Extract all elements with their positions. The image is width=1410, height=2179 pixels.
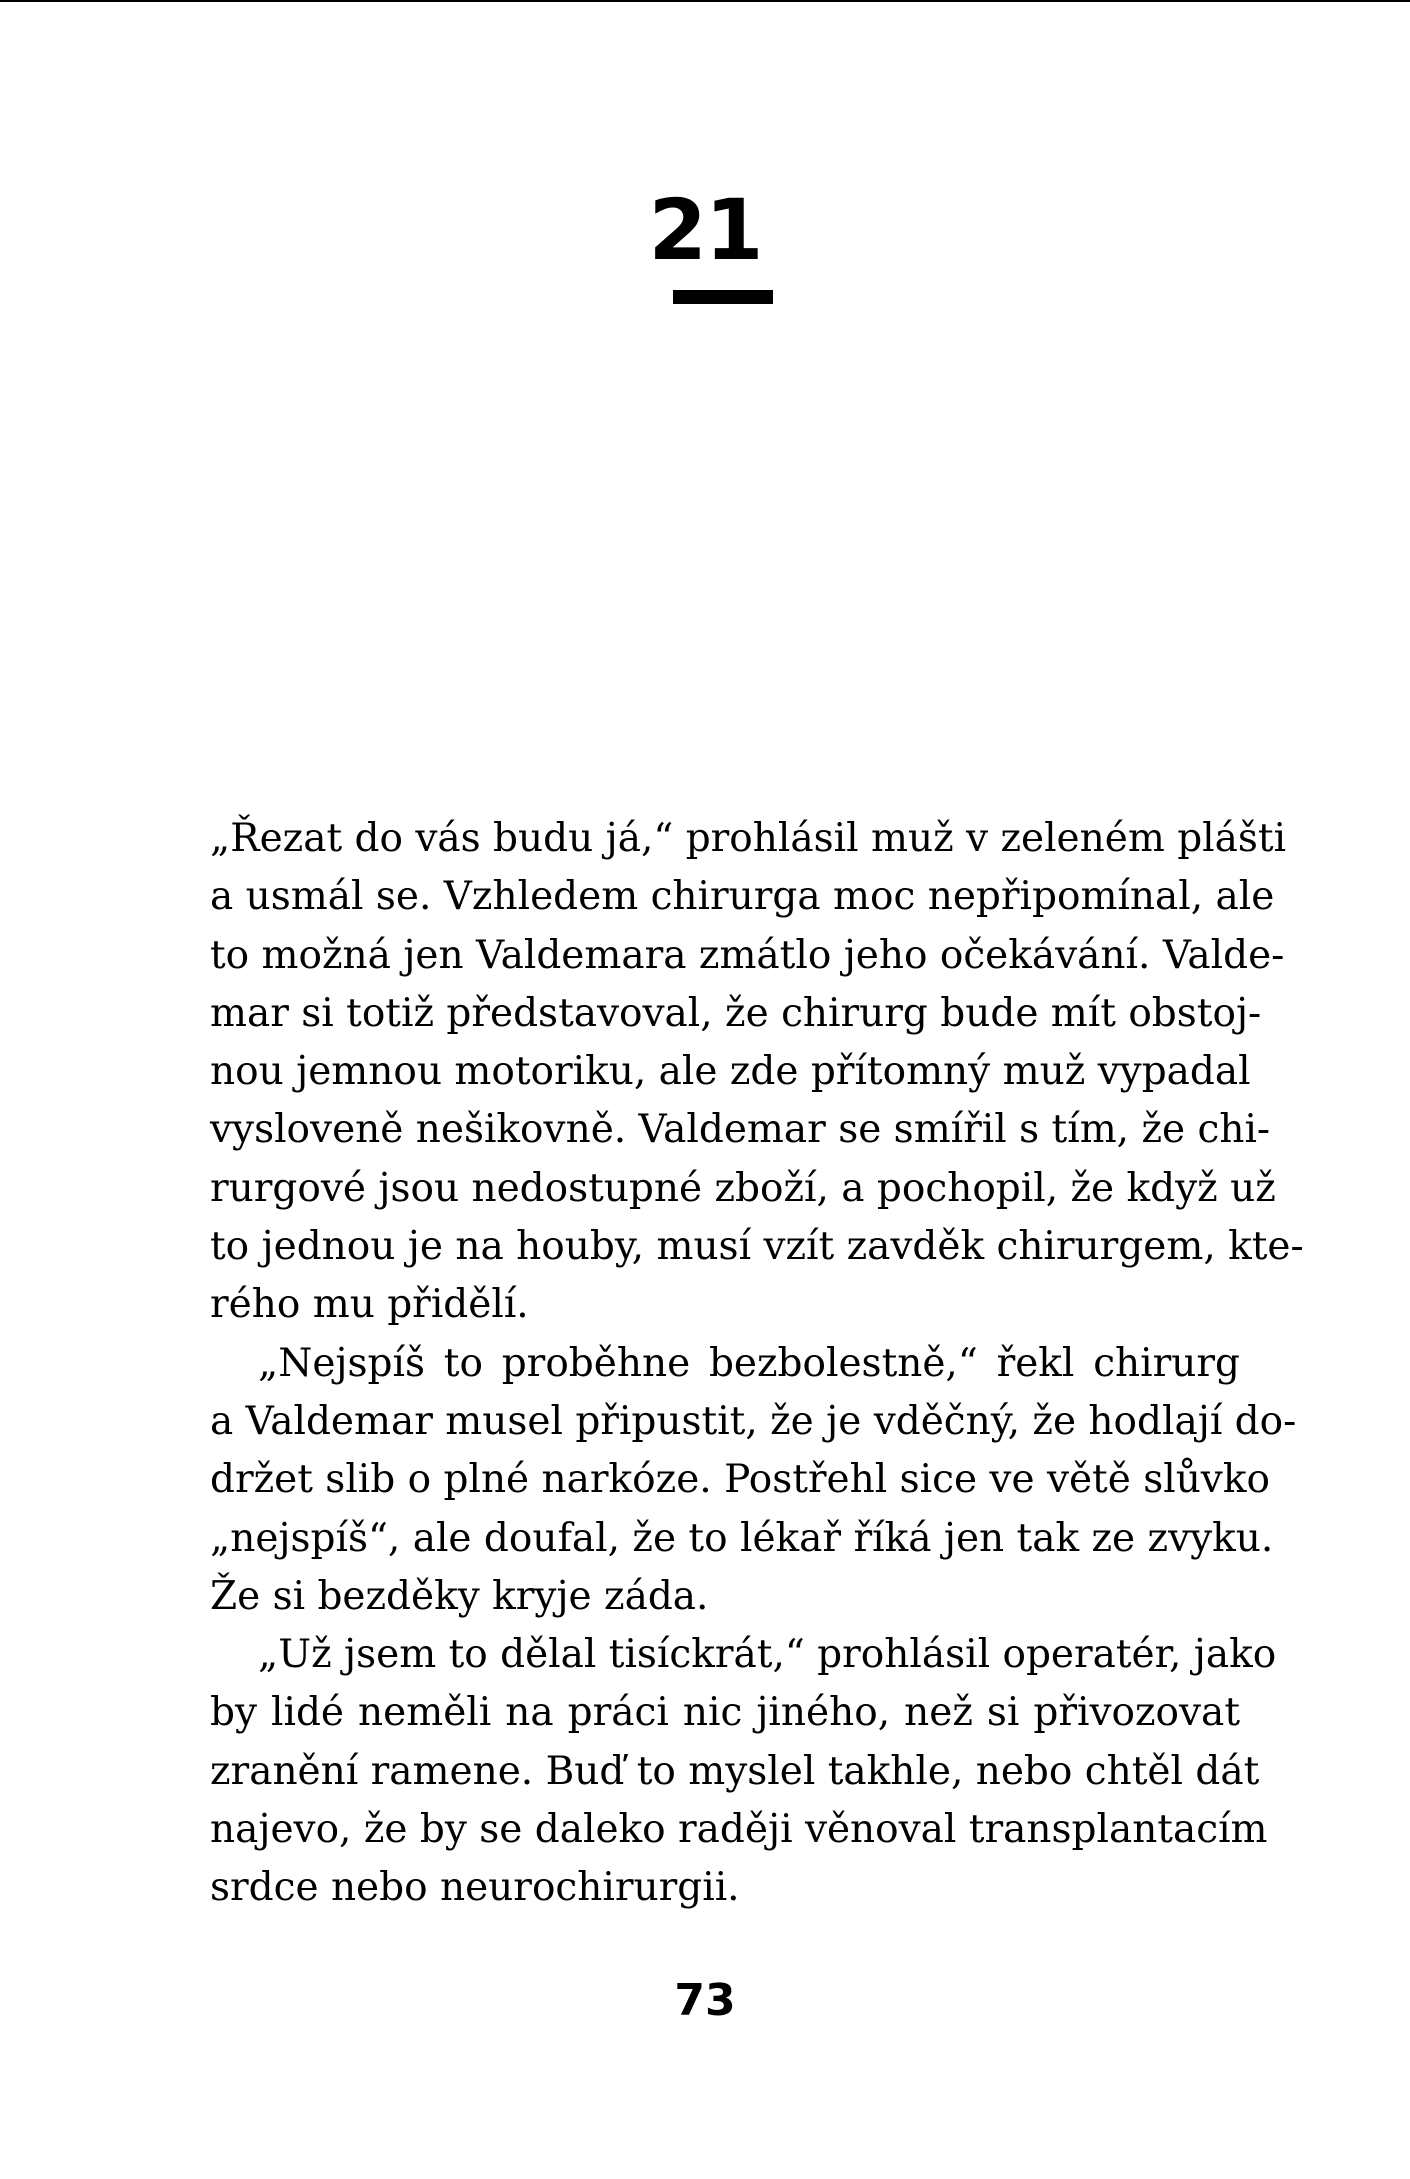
text-line: srdce nebo neurochirurgii. [210,1865,740,1911]
page-number: 73 [674,1975,736,2026]
chapter-number: 21 [648,181,762,279]
text-line: vysloveně nešikovně. Valdemar se smířil s tím, že chi- [210,1107,1271,1153]
text-line: rého mu přidělí. [210,1282,529,1328]
text-line: a usmál se. Vzhledem chirurga moc nepřipomínal, ale [210,874,1275,920]
text-line: nou jemnou motoriku, ale zde přítomný muž vypadal [210,1049,1251,1095]
text-line: to možná jen Valdemara zmátlo jeho očekávání. Valde- [210,932,1285,978]
chapter-underline-bar [673,290,773,304]
text-line: „Nejspíš to proběhne bezbolestně,“ řekl chirurg [258,1340,1240,1386]
text-line: „Už jsem to dělal tisíckrát,“ prohlásil operatér, jako [258,1632,1277,1678]
text-line: a Valdemar musel připustit, že je vděčný, že hodlají do- [210,1398,1297,1444]
text-line: rurgové jsou nedostupné zboží, a pochopil, že když už [210,1165,1276,1211]
text-line: „nejspíš“, ale doufal, že to lékař říká jen tak ze zvyku. [210,1515,1274,1561]
text-line: najevo, že by se daleko raději věnoval transplantacím [210,1807,1268,1853]
text-line: zranění ramene. Buď to myslel takhle, nebo chtěl dát [210,1748,1260,1794]
text-line: Že si bezděky kryje záda. [210,1573,709,1619]
text-line: „Řezat do vás budu já,“ prohlásil muž v zeleném plášti [210,816,1287,861]
top-border-line [0,0,1410,2]
text-line: držet slib o plné narkóze. Postřehl sice ve větě slůvko [210,1457,1270,1503]
text-line: mar si totiž představoval, že chirurg bude mít obstoj- [210,990,1262,1036]
text-line: by lidé neměli na práci nic jiného, než si přivozovat [210,1690,1240,1736]
chapter-body-text [210,810,1304,1918]
text-line: to jednou je na houby, musí vzít zavděk chirurgem, kte- [210,1224,1304,1270]
